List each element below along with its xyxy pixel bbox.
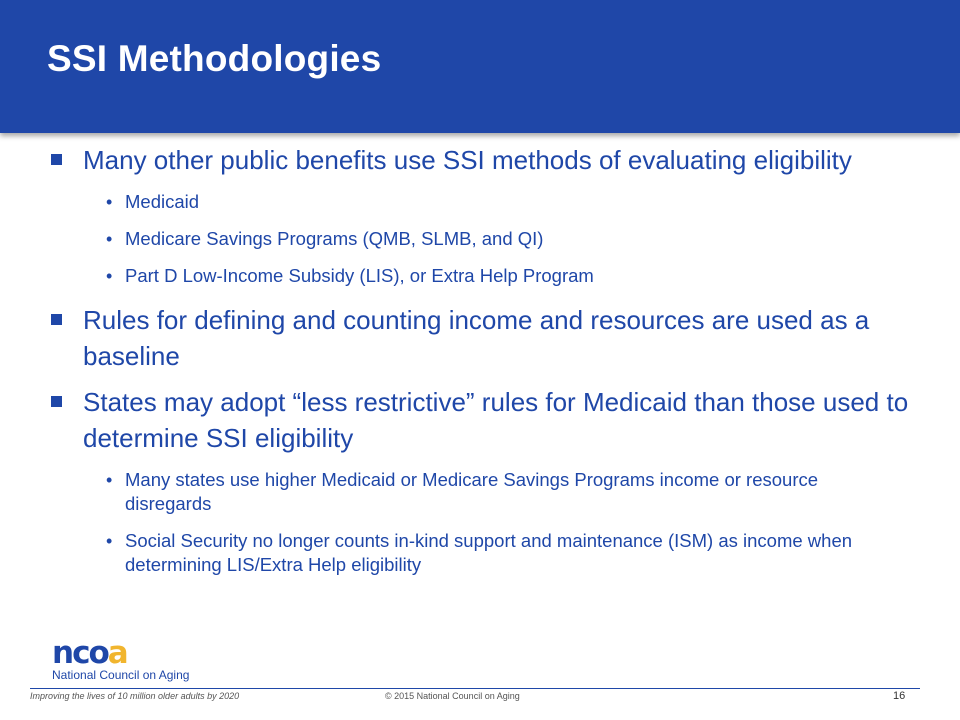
dot-bullet-icon: •	[106, 470, 113, 490]
dot-bullet-icon: •	[106, 531, 113, 551]
sub-bullet-text: Medicaid	[125, 191, 200, 212]
sub-bullet-text: Social Security no longer counts in-kind support and maintenance (ISM) as income when determining LIS/Extra Help eligibility	[125, 530, 853, 575]
page-number: 16	[893, 690, 906, 702]
ncoa-logo	[52, 635, 212, 684]
sub-bullet-text: Many states use higher Medicaid or Medicare Savings Programs income or resource disregards	[125, 469, 819, 514]
bullet-item	[50, 142, 910, 178]
sub-bullet-item	[50, 190, 910, 214]
footer-tagline: Improving the lives of 10 million older adults by 2020	[30, 691, 240, 701]
sub-bullet-text: Medicare Savings Programs (QMB, SLMB, and QI)	[125, 228, 544, 249]
footer-divider	[30, 688, 920, 689]
logo-wordmark: ncoa	[52, 635, 127, 671]
sub-bullet-item	[50, 227, 910, 251]
sub-bullet-item	[50, 264, 910, 288]
bullet-item	[50, 384, 910, 456]
title-banner	[0, 0, 960, 133]
dot-bullet-icon: •	[106, 229, 113, 249]
dot-bullet-icon: •	[106, 192, 113, 212]
square-bullet-icon	[51, 314, 62, 325]
dot-bullet-icon: •	[106, 266, 113, 286]
sub-bullet-text: Part D Low-Income Subsidy (LIS), or Extra Help Program	[125, 265, 594, 286]
bullet-text: Many other public benefits use SSI methods of evaluating eligibility	[83, 145, 852, 175]
logo-subtitle: National Council on Aging	[52, 668, 190, 682]
bullet-text: Rules for defining and counting income and resources are used as a baseline	[83, 305, 870, 371]
sub-bullet-item	[50, 529, 910, 577]
square-bullet-icon	[51, 154, 62, 165]
square-bullet-icon	[51, 396, 62, 407]
footer-copyright: © 2015 National Council on Aging	[385, 691, 520, 701]
slide-body	[50, 142, 910, 590]
sub-bullet-item	[50, 468, 910, 516]
bullet-text: States may adopt “less restrictive” rules for Medicaid than those used to determine SSI eligibility	[83, 387, 909, 453]
bullet-item	[50, 302, 910, 374]
slide-title: SSI Methodologies	[47, 38, 382, 79]
